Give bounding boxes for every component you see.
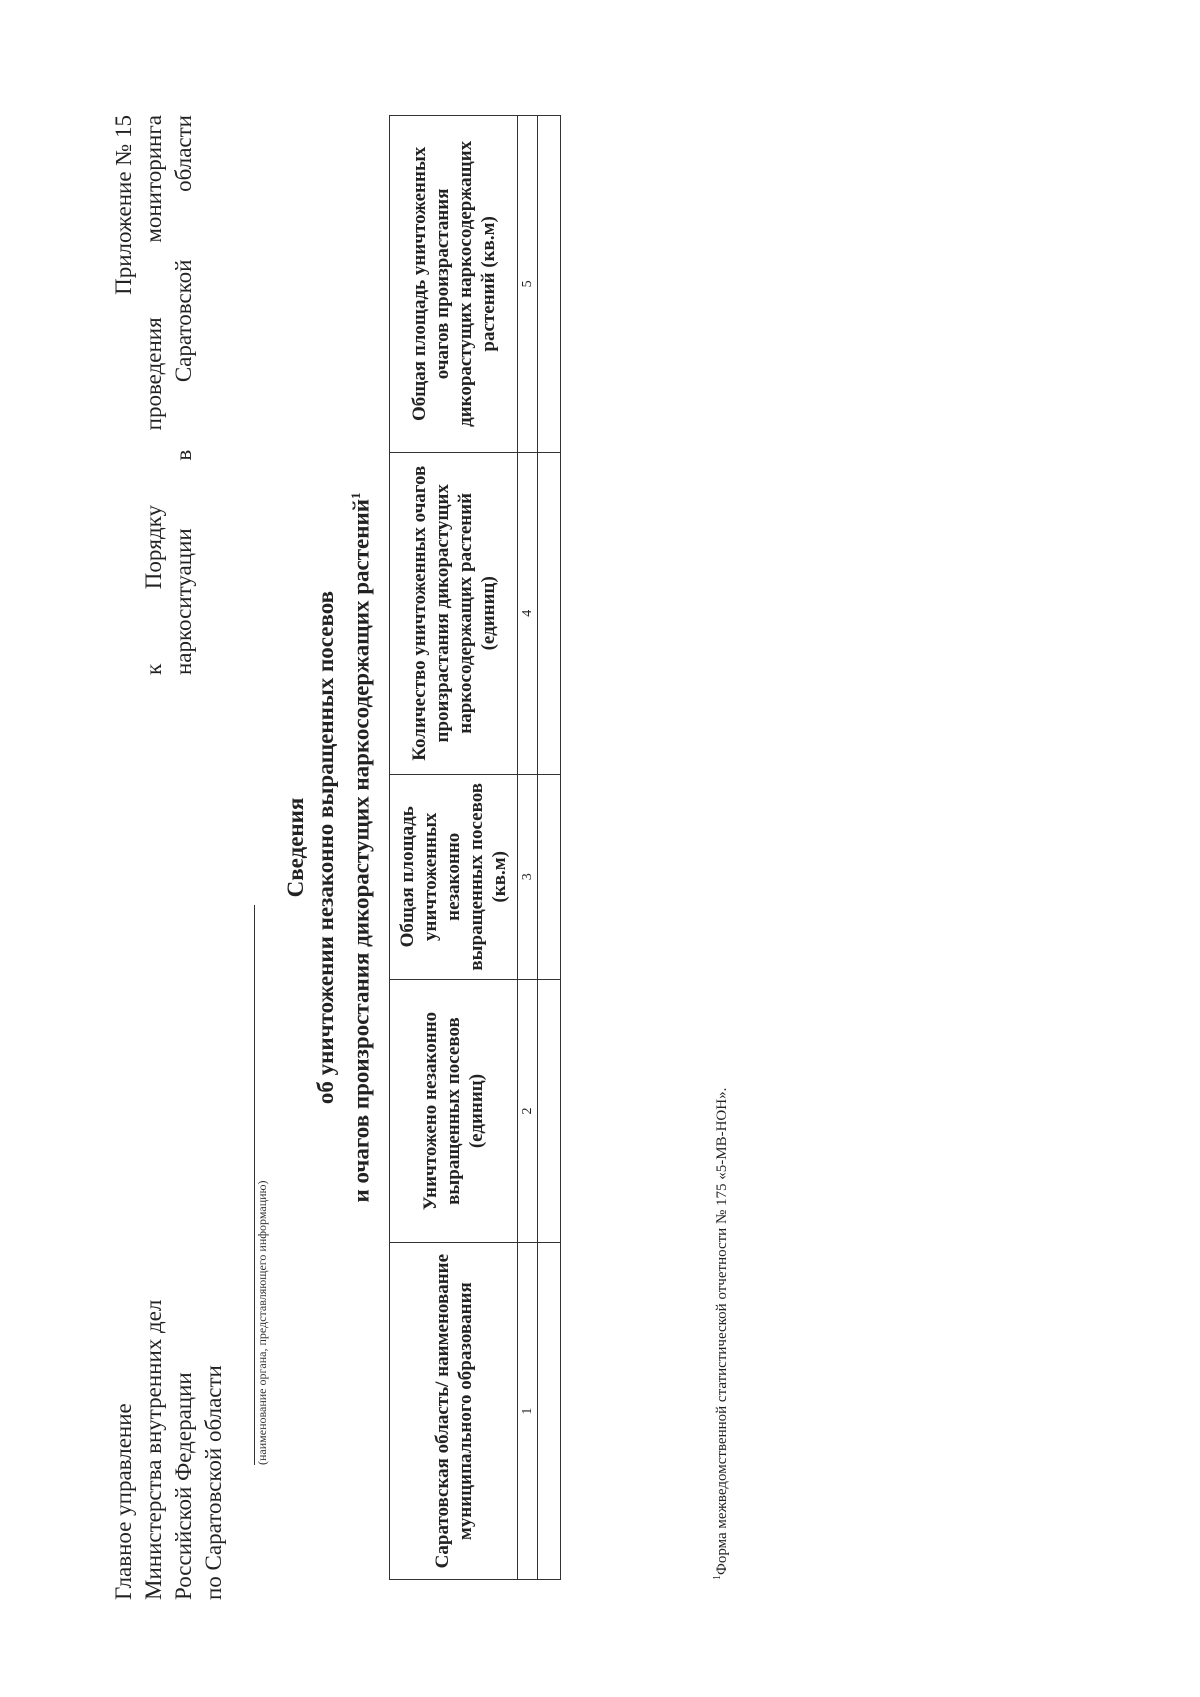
heading-title: Сведения — [283, 797, 308, 898]
appendix-text-line: к Порядку проведения мониторинга — [141, 115, 166, 675]
heading-line: об уничтожении незаконно выращенных посевов — [313, 590, 338, 1105]
organization-line: по Саратовской области — [201, 1365, 226, 1600]
organization-block — [109, 1000, 229, 1600]
table-cell[interactable] — [538, 116, 561, 453]
heading-line — [341, 95, 377, 1600]
footnote — [709, 1088, 731, 1580]
organization-line: Министерства внутренних дел — [141, 1299, 166, 1600]
column-number: 3 — [518, 774, 538, 979]
report-table-wrapper — [389, 115, 561, 1580]
column-header: Количество уничтоженных очагов произрастания дикорастущих наркосодержащих растений (единиц) — [390, 452, 518, 774]
organization-name-caption: (наименование органа, представляющего информацию) — [255, 1180, 269, 1465]
appendix-block — [109, 115, 199, 675]
column-header: Общая площадь уничтоженных очагов произрастания дикорастущих наркосодержащих растений (кв.м) — [390, 116, 518, 453]
column-number: 1 — [518, 1243, 538, 1580]
table-cell[interactable] — [538, 1243, 561, 1580]
column-header: Общая площадь уничтоженных незаконно выращенных посевов (кв.м) — [390, 774, 518, 979]
table-cell[interactable] — [538, 452, 561, 774]
column-number: 5 — [518, 116, 538, 453]
column-number: 4 — [518, 452, 538, 774]
table-cell[interactable] — [538, 979, 561, 1243]
footnote-mark: 1 — [712, 1575, 723, 1580]
footnote-text: Форма межведомственной статистической отчетности № 175 «5-МВ-НОН». — [714, 1087, 730, 1575]
column-number: 2 — [518, 979, 538, 1243]
organization-line: Главное управление — [111, 1403, 136, 1600]
heading-line-text: и очагов произростания дикорастущих наркосодержащих растений — [348, 499, 374, 1203]
appendix-text-line: наркоситуации в Саратовской области — [171, 115, 196, 675]
table-header-row — [390, 116, 518, 1580]
table-row — [538, 116, 561, 1580]
column-header: Саратовская область/ наименование муниципального образования — [390, 1243, 518, 1580]
column-header: Уничтожено незаконно выращенных посевов (единиц) — [390, 979, 518, 1243]
rotated-form — [109, 95, 739, 1600]
footnote-reference: 1 — [348, 492, 363, 500]
appendix-title: Приложение № 15 — [111, 115, 136, 295]
organization-line: Российской Федерации — [171, 1372, 196, 1600]
table-cell[interactable] — [538, 774, 561, 979]
column-number-row — [518, 116, 538, 1580]
report-table — [389, 115, 561, 1580]
document-heading — [281, 95, 377, 1600]
